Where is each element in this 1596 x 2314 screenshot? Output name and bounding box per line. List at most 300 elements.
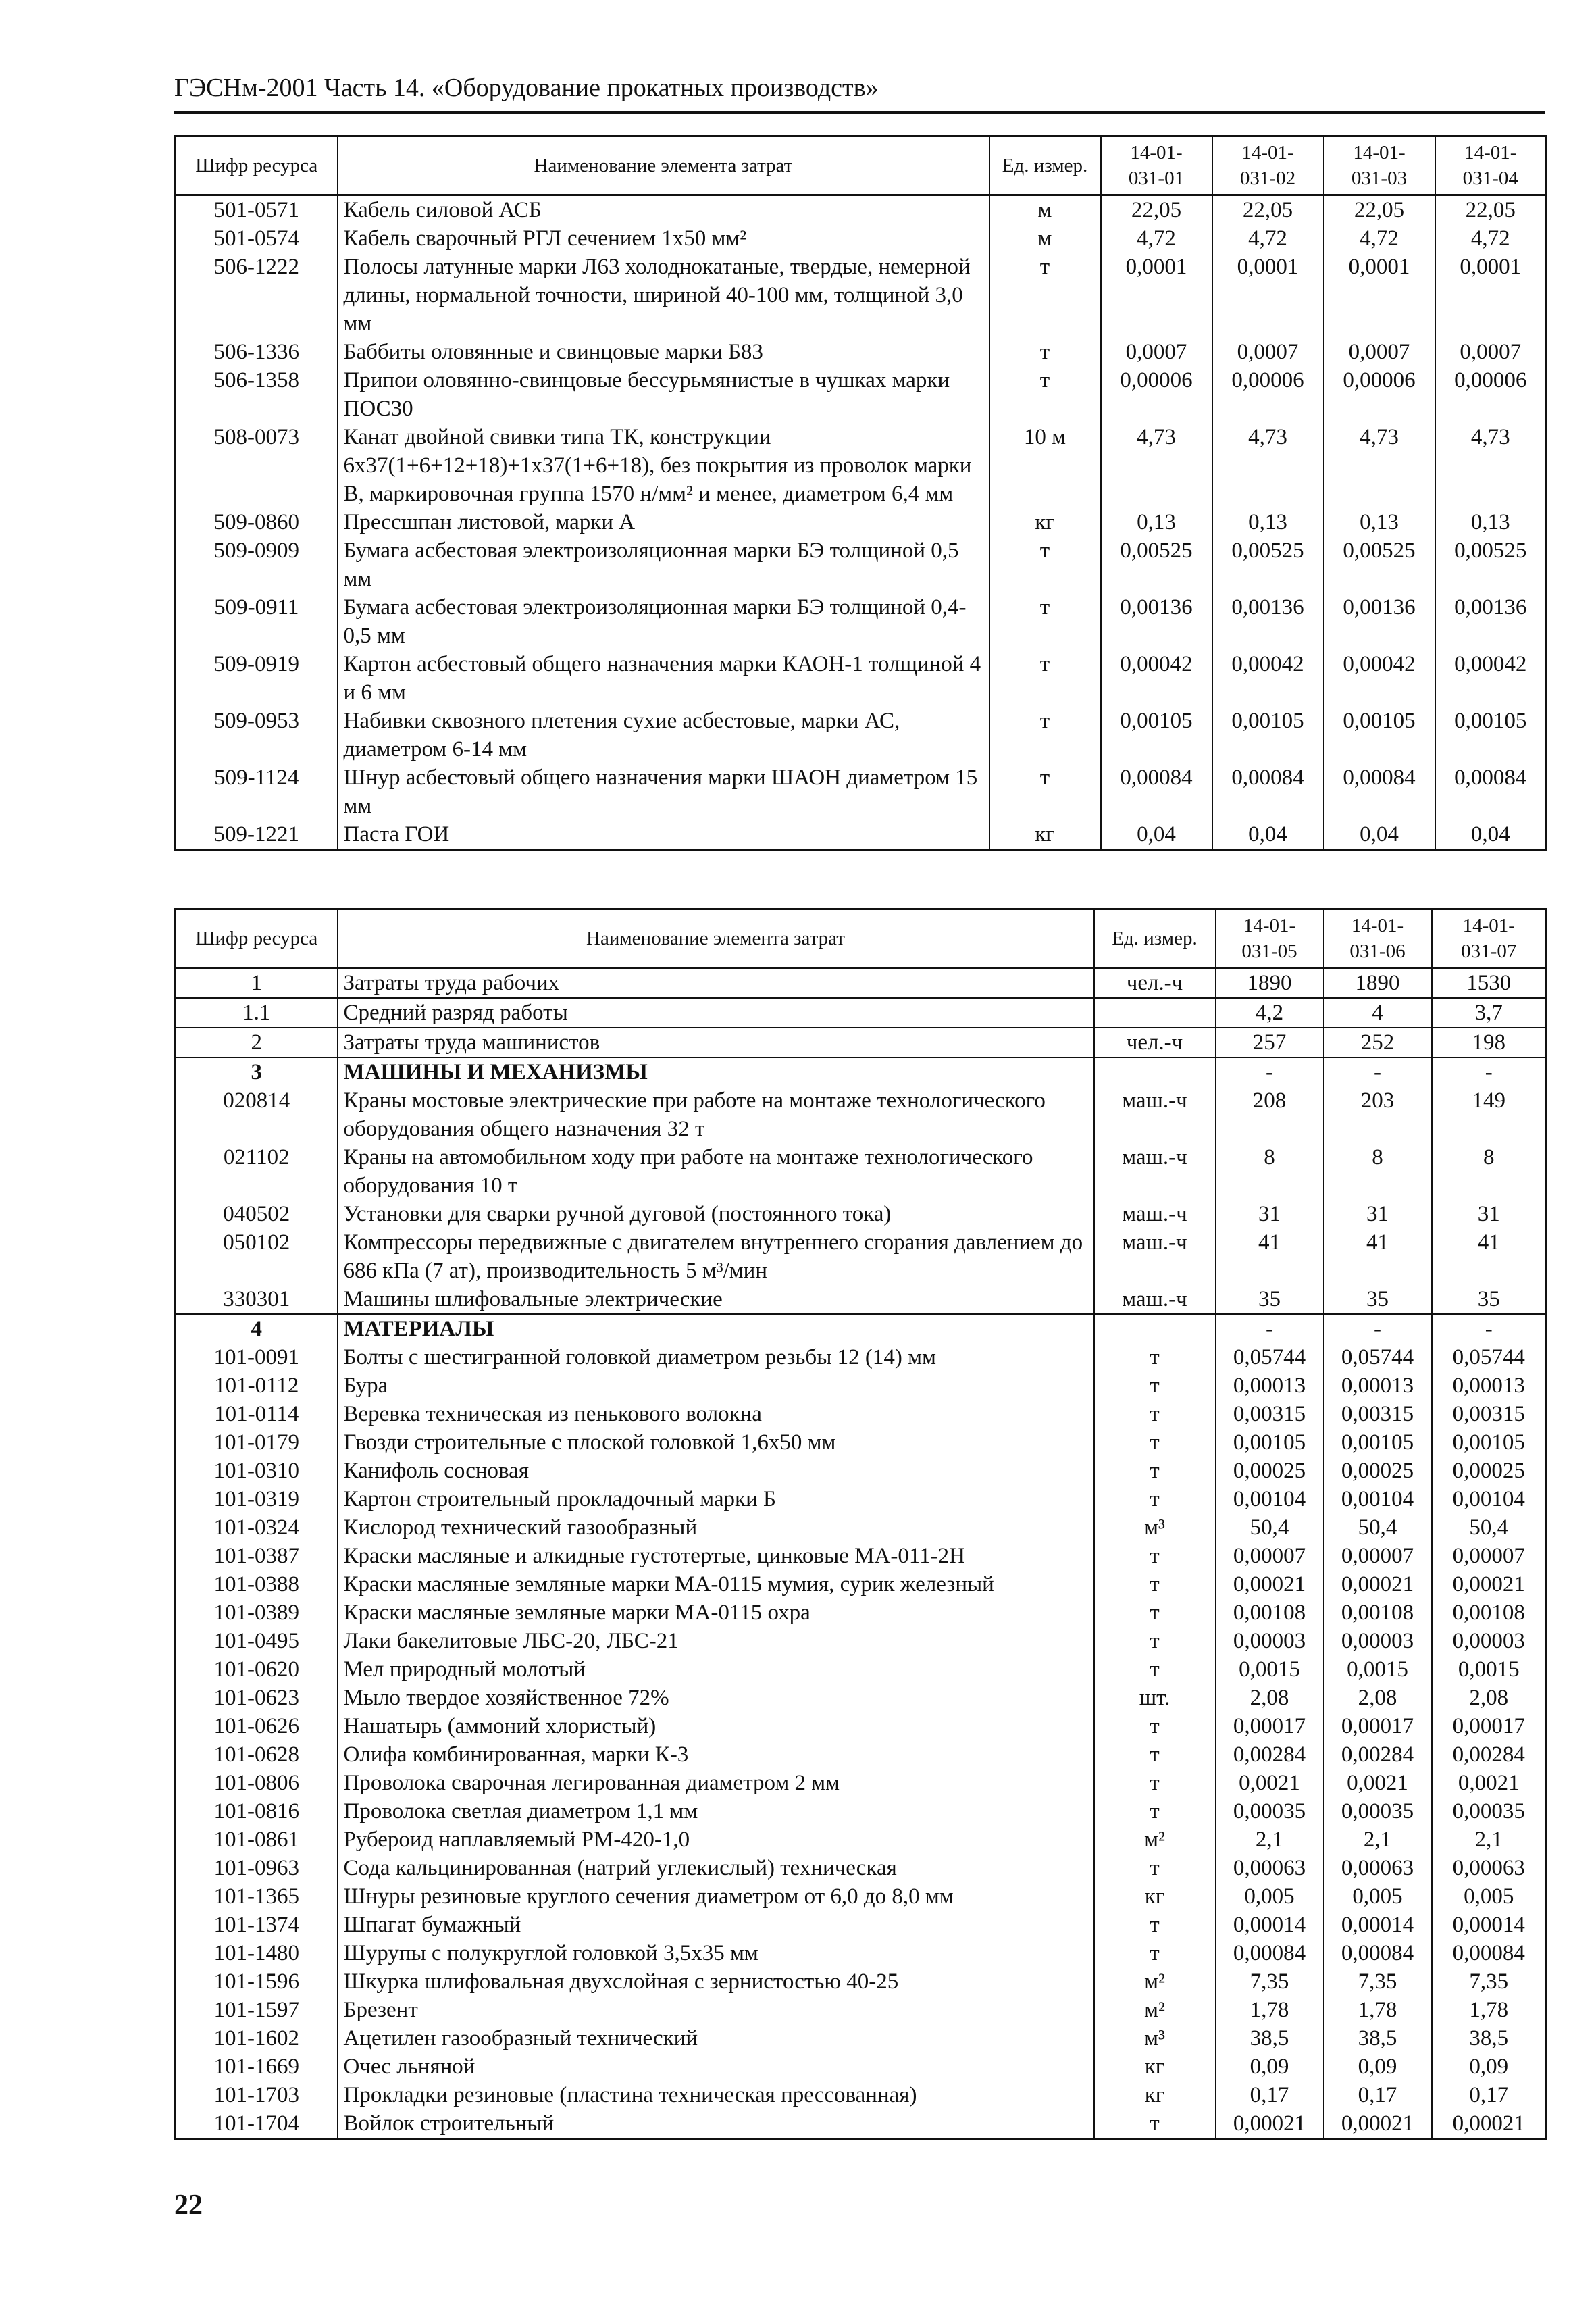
table-row xyxy=(176,1712,1547,1740)
norm-value-cell: 0,0001 xyxy=(1101,253,1212,338)
resource-name-cell: Краски масляные земляные марки МА-0115 мумия, сурик железный xyxy=(338,1570,1094,1599)
resource-name-cell: Ацетилен газообразный технический xyxy=(338,2024,1094,2053)
norm-value-cell: 2,1 xyxy=(1324,1826,1432,1854)
unit-cell: т xyxy=(989,366,1101,423)
norm-value-cell: 0,00035 xyxy=(1324,1797,1432,1826)
unit-cell: т xyxy=(1094,1485,1216,1513)
table-row xyxy=(176,2024,1547,2053)
norm-value-cell: 50,4 xyxy=(1432,1513,1547,1542)
norm-value-cell: 0,00035 xyxy=(1432,1797,1547,1826)
unit-cell: т xyxy=(1094,1343,1216,1372)
norm-value-cell: 0,00525 xyxy=(1435,536,1547,593)
resource-code-cell: 101-0091 xyxy=(176,1343,338,1372)
resource-code-cell: 101-1597 xyxy=(176,1996,338,2024)
column-header-norm-04: 14-01- 031-04 xyxy=(1435,136,1547,195)
norm-value-cell: 50,4 xyxy=(1324,1513,1432,1542)
table-header-row xyxy=(176,136,1547,195)
norm-value-cell: 0,00021 xyxy=(1432,1570,1547,1599)
norm-value-cell: 2,08 xyxy=(1432,1684,1547,1712)
page-number: 22 xyxy=(174,2190,203,2221)
table-row xyxy=(176,1400,1547,1428)
table-row xyxy=(176,1570,1547,1599)
resource-code-cell: 101-1365 xyxy=(176,1882,338,1911)
norm-value-cell: 203 xyxy=(1324,1086,1432,1143)
resource-name-cell: Набивки сквозного плетения сухие асбестовые, марки АС, диаметром 6-14 мм xyxy=(338,707,989,763)
norm-value-cell: 0,00063 xyxy=(1216,1854,1324,1882)
unit-cell: кг xyxy=(1094,1882,1216,1911)
table-row xyxy=(176,1343,1547,1372)
norm-value-cell: 0,00013 xyxy=(1432,1372,1547,1400)
norm-value-cell: 0,17 xyxy=(1216,2081,1324,2109)
unit-cell: кг xyxy=(1094,2053,1216,2081)
norm-value-cell: 0,17 xyxy=(1432,2081,1547,2109)
norm-value-cell: 0,00006 xyxy=(1435,366,1547,423)
norm-value-cell: 0,00136 xyxy=(1324,593,1435,650)
norm-value-cell: 0,0015 xyxy=(1216,1655,1324,1684)
resource-code-cell: 050102 xyxy=(176,1228,338,1285)
column-header-norm-05: 14-01- 031-05 xyxy=(1216,909,1324,968)
norm-value-cell: 0,0015 xyxy=(1432,1655,1547,1684)
norm-value-cell: 4 xyxy=(1324,998,1432,1028)
resource-name-cell: Припои оловянно-свинцовые бессурьмянистые в чушках марки ПОС30 xyxy=(338,366,989,423)
unit-cell: т xyxy=(989,338,1101,366)
norm-value-cell: 0,00105 xyxy=(1101,707,1212,763)
norm-value-cell: 0,00525 xyxy=(1101,536,1212,593)
table-row xyxy=(176,1882,1547,1911)
norm-value-cell: 41 xyxy=(1432,1228,1547,1285)
resource-code-cell: 506-1358 xyxy=(176,366,338,423)
unit-cell: чел.-ч xyxy=(1094,968,1216,999)
norm-value-cell: 0,00315 xyxy=(1432,1400,1547,1428)
table-row xyxy=(176,1457,1547,1485)
norm-value-cell: 41 xyxy=(1216,1228,1324,1285)
resource-code-cell: 101-0963 xyxy=(176,1854,338,1882)
unit-cell: т xyxy=(989,763,1101,820)
norm-value-cell: 0,00105 xyxy=(1435,707,1547,763)
norm-value-cell: 0,00003 xyxy=(1324,1627,1432,1655)
resource-name-cell: Краны на автомобильном ходу при работе на монтаже технологического оборудования 10 т xyxy=(338,1143,1094,1200)
table-row xyxy=(176,1627,1547,1655)
table-row xyxy=(176,1769,1547,1797)
table-row xyxy=(176,1684,1547,1712)
unit-cell: т xyxy=(1094,1400,1216,1428)
unit-cell: кг xyxy=(989,820,1101,850)
unit-cell: т xyxy=(989,593,1101,650)
resource-name-cell: Средний разряд работы xyxy=(338,998,1094,1028)
norm-value-cell: 0,13 xyxy=(1212,508,1324,536)
norm-value-cell: 0,00284 xyxy=(1324,1740,1432,1769)
norm-value-cell: - xyxy=(1432,1314,1547,1343)
norm-value-cell: 0,00021 xyxy=(1324,2109,1432,2139)
resource-code-cell: 509-1124 xyxy=(176,763,338,820)
norm-value-cell: 0,0001 xyxy=(1435,253,1547,338)
resource-code-cell: 101-1704 xyxy=(176,2109,338,2139)
resource-name-cell: Картон строительный прокладочный марки Б xyxy=(338,1485,1094,1513)
unit-cell: кг xyxy=(989,508,1101,536)
resource-code-cell: 101-0626 xyxy=(176,1712,338,1740)
resource-code-cell: 101-0628 xyxy=(176,1740,338,1769)
unit-cell: маш.-ч xyxy=(1094,1086,1216,1143)
norm-value-cell: 0,00284 xyxy=(1432,1740,1547,1769)
column-header-code: Шифр ресурса xyxy=(176,136,338,195)
resource-name-cell: Шпагат бумажный xyxy=(338,1911,1094,1939)
norm-value-cell: 0,00104 xyxy=(1216,1485,1324,1513)
norm-value-cell: 0,04 xyxy=(1101,820,1212,850)
resources-table-1 xyxy=(174,135,1547,851)
norm-value-cell: 0,00021 xyxy=(1324,1570,1432,1599)
norm-value-cell: 0,00084 xyxy=(1216,1939,1324,1967)
unit-cell: т xyxy=(1094,1457,1216,1485)
norm-value-cell: 0,0015 xyxy=(1324,1655,1432,1684)
resource-code-cell: 1 xyxy=(176,968,338,999)
resource-name-cell: Шнуры резиновые круглого сечения диаметром от 6,0 до 8,0 мм xyxy=(338,1882,1094,1911)
unit-cell: т xyxy=(1094,1428,1216,1457)
resource-code-cell: 508-0073 xyxy=(176,423,338,508)
norm-value-cell: 1,78 xyxy=(1432,1996,1547,2024)
table-row xyxy=(176,968,1547,999)
norm-value-cell: 22,05 xyxy=(1324,195,1435,225)
norm-value-cell: 0,00084 xyxy=(1435,763,1547,820)
resource-name-cell: Гвозди строительные с плоской головкой 1,6x50 мм xyxy=(338,1428,1094,1457)
norm-value-cell: 0,00105 xyxy=(1324,1428,1432,1457)
norm-value-cell: 0,00136 xyxy=(1212,593,1324,650)
resource-name-cell: Прокладки резиновые (пластина техническая прессованная) xyxy=(338,2081,1094,2109)
resource-code-cell: 101-1374 xyxy=(176,1911,338,1939)
resource-name-cell: Шнур асбестовый общего назначения марки ШАОН диаметром 15 мм xyxy=(338,763,989,820)
table-row xyxy=(176,1086,1547,1143)
table-row xyxy=(176,338,1547,366)
resource-code-cell: 509-0911 xyxy=(176,593,338,650)
resource-code-cell: 509-0860 xyxy=(176,508,338,536)
table-row xyxy=(176,707,1547,763)
norm-value-cell: 208 xyxy=(1216,1086,1324,1143)
resource-code-cell: 101-0387 xyxy=(176,1542,338,1570)
norm-value-cell: 0,13 xyxy=(1101,508,1212,536)
norm-value-cell: 0,0007 xyxy=(1101,338,1212,366)
unit-cell: т xyxy=(989,650,1101,707)
resource-name-cell: Шурупы с полукруглой головкой 3,5x35 мм xyxy=(338,1939,1094,1967)
norm-value-cell: 0,17 xyxy=(1324,2081,1432,2109)
norm-value-cell: 0,00084 xyxy=(1432,1939,1547,1967)
norm-value-cell: 0,00013 xyxy=(1324,1372,1432,1400)
resource-name-cell: Бура xyxy=(338,1372,1094,1400)
table-row xyxy=(176,1826,1547,1854)
unit-cell: м³ xyxy=(1094,2024,1216,2053)
resource-code-cell: 501-0574 xyxy=(176,224,338,253)
norm-value-cell: 4,2 xyxy=(1216,998,1324,1028)
norm-value-cell: 0,04 xyxy=(1435,820,1547,850)
table-row xyxy=(176,650,1547,707)
norm-value-cell: 0,00525 xyxy=(1324,536,1435,593)
unit-cell: т xyxy=(1094,1599,1216,1627)
norm-value-cell: 0,005 xyxy=(1432,1882,1547,1911)
column-header-norm-02: 14-01- 031-02 xyxy=(1212,136,1324,195)
norm-value-cell: 4,72 xyxy=(1435,224,1547,253)
unit-cell: т xyxy=(1094,1740,1216,1769)
norm-value-cell: 0,00025 xyxy=(1216,1457,1324,1485)
norm-value-cell: 4,73 xyxy=(1212,423,1324,508)
resource-code-cell: 101-0388 xyxy=(176,1570,338,1599)
unit-cell: маш.-ч xyxy=(1094,1228,1216,1285)
norm-value-cell: 0,00042 xyxy=(1212,650,1324,707)
resource-name-cell: Бумага асбестовая электроизоляционная марки БЭ толщиной 0,5 мм xyxy=(338,536,989,593)
table-row xyxy=(176,763,1547,820)
resource-code-cell: 101-1596 xyxy=(176,1967,338,1996)
resource-name-cell: Проволока светлая диаметром 1,1 мм xyxy=(338,1797,1094,1826)
norm-value-cell: 8 xyxy=(1216,1143,1324,1200)
norm-value-cell: 0,00013 xyxy=(1216,1372,1324,1400)
column-header-unit: Ед. измер. xyxy=(989,136,1101,195)
norm-value-cell: 1,78 xyxy=(1324,1996,1432,2024)
resource-name-cell: Очес льняной xyxy=(338,2053,1094,2081)
norm-value-cell: 0,00006 xyxy=(1324,366,1435,423)
resource-code-cell: 101-0114 xyxy=(176,1400,338,1428)
norm-value-cell: 0,00007 xyxy=(1324,1542,1432,1570)
table-row xyxy=(176,1285,1547,1314)
norm-value-cell: 0,00017 xyxy=(1216,1712,1324,1740)
resource-code-cell: 101-0112 xyxy=(176,1372,338,1400)
table-row xyxy=(176,1542,1547,1570)
resource-code-cell: 101-0623 xyxy=(176,1684,338,1712)
unit-cell: т xyxy=(1094,1570,1216,1599)
resource-code-cell: 101-1602 xyxy=(176,2024,338,2053)
norm-value-cell: - xyxy=(1324,1057,1432,1086)
norm-value-cell: 4,73 xyxy=(1324,423,1435,508)
norm-value-cell: 31 xyxy=(1432,1200,1547,1228)
norm-value-cell: 38,5 xyxy=(1216,2024,1324,2053)
unit-cell: т xyxy=(1094,1712,1216,1740)
resource-name-cell: Затраты труда машинистов xyxy=(338,1028,1094,1057)
unit-cell: маш.-ч xyxy=(1094,1285,1216,1314)
norm-value-cell: 1530 xyxy=(1432,968,1547,999)
norm-value-cell: 0,0021 xyxy=(1324,1769,1432,1797)
resource-code-cell: 101-1480 xyxy=(176,1939,338,1967)
unit-cell: маш.-ч xyxy=(1094,1200,1216,1228)
column-header-norm-06: 14-01- 031-06 xyxy=(1324,909,1432,968)
table-row xyxy=(176,1200,1547,1228)
unit-cell: м³ xyxy=(1094,1513,1216,1542)
unit-cell: м² xyxy=(1094,1996,1216,2024)
norm-value-cell: 38,5 xyxy=(1324,2024,1432,2053)
table-row xyxy=(176,224,1547,253)
norm-value-cell: 198 xyxy=(1432,1028,1547,1057)
resource-name-cell: Канат двойной свивки типа ТК, конструкции 6x37(1+6+12+18)+1x37(1+6+18), без покрытия из проволок марки В, маркировочная группа 1570 н/мм² и менее, диаметром 6,4 мм xyxy=(338,423,989,508)
header-rule xyxy=(174,111,1545,114)
table-1-body xyxy=(176,195,1547,850)
resource-code-cell: 101-0389 xyxy=(176,1599,338,1627)
norm-value-cell: 0,13 xyxy=(1324,508,1435,536)
resource-name-cell: Лаки бакелитовые ЛБС-20, ЛБС-21 xyxy=(338,1627,1094,1655)
resource-code-cell: 509-0909 xyxy=(176,536,338,593)
norm-value-cell: 0,00136 xyxy=(1101,593,1212,650)
norm-value-cell: 252 xyxy=(1324,1028,1432,1057)
norm-value-cell: - xyxy=(1432,1057,1547,1086)
unit-cell: шт. xyxy=(1094,1684,1216,1712)
norm-value-cell: 4,72 xyxy=(1212,224,1324,253)
norm-value-cell: 0,00063 xyxy=(1324,1854,1432,1882)
resource-name-cell: Краски масляные земляные марки МА-0115 охра xyxy=(338,1599,1094,1627)
norm-value-cell: 4,73 xyxy=(1101,423,1212,508)
unit-cell: т xyxy=(1094,1911,1216,1939)
resource-code-cell: 509-0919 xyxy=(176,650,338,707)
norm-value-cell: 0,00315 xyxy=(1216,1400,1324,1428)
norm-value-cell: 50,4 xyxy=(1216,1513,1324,1542)
resource-code-cell: 509-1221 xyxy=(176,820,338,850)
resource-name-cell: Картон асбестовый общего назначения марки КАОН-1 толщиной 4 и 6 мм xyxy=(338,650,989,707)
norm-value-cell: 149 xyxy=(1432,1086,1547,1143)
norm-value-cell: 0,09 xyxy=(1324,2053,1432,2081)
resource-name-cell: Затраты труда рабочих xyxy=(338,968,1094,999)
resource-code-cell: 101-1669 xyxy=(176,2053,338,2081)
norm-value-cell: 0,00006 xyxy=(1212,366,1324,423)
table-row xyxy=(176,1797,1547,1826)
norm-value-cell: - xyxy=(1216,1314,1324,1343)
resource-name-cell: Рубероид наплавляемый РМ-420-1,0 xyxy=(338,1826,1094,1854)
resource-name-cell: Проволока сварочная легированная диаметром 2 мм xyxy=(338,1769,1094,1797)
norm-value-cell: 31 xyxy=(1324,1200,1432,1228)
norm-value-cell: 0,04 xyxy=(1324,820,1435,850)
resource-code-cell: 1.1 xyxy=(176,998,338,1028)
norm-value-cell: 3,7 xyxy=(1432,998,1547,1028)
norm-value-cell: 0,00105 xyxy=(1216,1428,1324,1457)
resource-code-cell: 101-0806 xyxy=(176,1769,338,1797)
norm-value-cell: 0,00105 xyxy=(1432,1428,1547,1457)
table-row xyxy=(176,366,1547,423)
norm-value-cell: 7,35 xyxy=(1216,1967,1324,1996)
resource-name-cell: Краски масляные и алкидные густотертые, цинковые МА-011-2Н xyxy=(338,1542,1094,1570)
norm-value-cell: 41 xyxy=(1324,1228,1432,1285)
resource-name-cell: Бумага асбестовая электроизоляционная марки БЭ толщиной 0,4-0,5 мм xyxy=(338,593,989,650)
norm-value-cell: 0,00042 xyxy=(1324,650,1435,707)
resource-name-cell: Кабель сварочный РГЛ сечением 1x50 мм² xyxy=(338,224,989,253)
table-row xyxy=(176,253,1547,338)
unit-cell: т xyxy=(1094,1372,1216,1400)
resource-code-cell: 501-0571 xyxy=(176,195,338,225)
resource-name-cell: МАШИНЫ И МЕХАНИЗМЫ xyxy=(338,1057,1094,1086)
unit-cell: м xyxy=(989,224,1101,253)
norm-value-cell: 0,00007 xyxy=(1216,1542,1324,1570)
resource-code-cell: 2 xyxy=(176,1028,338,1057)
table-row xyxy=(176,1485,1547,1513)
unit-cell: т xyxy=(1094,1542,1216,1570)
unit-cell: т xyxy=(1094,2109,1216,2139)
norm-value-cell: 8 xyxy=(1324,1143,1432,1200)
resource-name-cell: Олифа комбинированная, марки К-3 xyxy=(338,1740,1094,1769)
table-header-row xyxy=(176,909,1547,968)
norm-value-cell: 0,0007 xyxy=(1212,338,1324,366)
norm-value-cell: 1890 xyxy=(1324,968,1432,999)
unit-cell: м² xyxy=(1094,1826,1216,1854)
norm-value-cell: 0,09 xyxy=(1432,2053,1547,2081)
resource-name-cell: МАТЕРИАЛЫ xyxy=(338,1314,1094,1343)
norm-value-cell: 0,00108 xyxy=(1216,1599,1324,1627)
unit-cell: т xyxy=(1094,1655,1216,1684)
norm-value-cell: 0,00021 xyxy=(1432,2109,1547,2139)
table-row xyxy=(176,1911,1547,1939)
resource-code-cell: 330301 xyxy=(176,1285,338,1314)
norm-value-cell: 0,00063 xyxy=(1432,1854,1547,1882)
table-row xyxy=(176,1372,1547,1400)
norm-value-cell: 0,00104 xyxy=(1432,1485,1547,1513)
norm-value-cell: 1890 xyxy=(1216,968,1324,999)
table-row xyxy=(176,1599,1547,1627)
norm-value-cell: 0,00017 xyxy=(1432,1712,1547,1740)
unit-cell: т xyxy=(1094,1939,1216,1967)
norm-value-cell: 2,1 xyxy=(1216,1826,1324,1854)
norm-value-cell: 257 xyxy=(1216,1028,1324,1057)
table-row xyxy=(176,1143,1547,1200)
unit-cell: кг xyxy=(1094,2081,1216,2109)
norm-value-cell: 1,78 xyxy=(1216,1996,1324,2024)
resource-name-cell: Веревка техническая из пенькового волокна xyxy=(338,1400,1094,1428)
resource-code-cell: 101-0620 xyxy=(176,1655,338,1684)
resources-table-2 xyxy=(174,908,1547,2140)
norm-value-cell: 0,00284 xyxy=(1216,1740,1324,1769)
norm-value-cell: 4,73 xyxy=(1435,423,1547,508)
norm-value-cell: 0,005 xyxy=(1216,1882,1324,1911)
norm-value-cell: 38,5 xyxy=(1432,2024,1547,2053)
resource-name-cell: Прессшпан листовой, марки А xyxy=(338,508,989,536)
unit-cell: т xyxy=(989,253,1101,338)
norm-value-cell: 0,00025 xyxy=(1432,1457,1547,1485)
resource-code-cell: 506-1222 xyxy=(176,253,338,338)
resource-name-cell: Мыло твердое хозяйственное 72% xyxy=(338,1684,1094,1712)
column-header-norm-03: 14-01- 031-03 xyxy=(1324,136,1435,195)
column-header-name: Наименование элемента затрат xyxy=(338,136,989,195)
norm-value-cell: 0,0001 xyxy=(1324,253,1435,338)
unit-cell: т xyxy=(1094,1627,1216,1655)
norm-value-cell: - xyxy=(1216,1057,1324,1086)
norm-value-cell: 0,0007 xyxy=(1324,338,1435,366)
column-header-norm-01: 14-01- 031-01 xyxy=(1101,136,1212,195)
table-row xyxy=(176,1967,1547,1996)
norm-value-cell: 0,13 xyxy=(1435,508,1547,536)
norm-value-cell: 0,0007 xyxy=(1435,338,1547,366)
table-row xyxy=(176,1428,1547,1457)
resource-name-cell: Болты с шестигранной головкой диаметром резьбы 12 (14) мм xyxy=(338,1343,1094,1372)
resource-code-cell: 021102 xyxy=(176,1143,338,1200)
norm-value-cell: 0,00025 xyxy=(1324,1457,1432,1485)
norm-value-cell: 35 xyxy=(1432,1285,1547,1314)
norm-value-cell: 2,08 xyxy=(1324,1684,1432,1712)
resource-name-cell: Нашатырь (аммоний хлористый) xyxy=(338,1712,1094,1740)
table-row xyxy=(176,423,1547,508)
norm-value-cell: 0,00014 xyxy=(1324,1911,1432,1939)
norm-value-cell: 35 xyxy=(1324,1285,1432,1314)
resource-name-cell: Паста ГОИ xyxy=(338,820,989,850)
resource-name-cell: Кислород технический газообразный xyxy=(338,1513,1094,1542)
unit-cell xyxy=(1094,1057,1216,1086)
resource-name-cell: Баббиты оловянные и свинцовые марки Б83 xyxy=(338,338,989,366)
resource-name-cell: Кабель силовой АСБ xyxy=(338,195,989,225)
table-row xyxy=(176,1740,1547,1769)
norm-value-cell: 0,00003 xyxy=(1432,1627,1547,1655)
unit-cell xyxy=(1094,998,1216,1028)
resource-code-cell: 020814 xyxy=(176,1086,338,1143)
resource-code-cell: 101-0319 xyxy=(176,1485,338,1513)
unit-cell: маш.-ч xyxy=(1094,1143,1216,1200)
table-row xyxy=(176,1655,1547,1684)
norm-value-cell: 0,00104 xyxy=(1324,1485,1432,1513)
table-row xyxy=(176,593,1547,650)
norm-value-cell: 0,00525 xyxy=(1212,536,1324,593)
column-header-name: Наименование элемента затрат xyxy=(338,909,1094,968)
resource-name-cell: Войлок строительный xyxy=(338,2109,1094,2139)
column-header-code: Шифр ресурса xyxy=(176,909,338,968)
norm-value-cell: 2,08 xyxy=(1216,1684,1324,1712)
resource-code-cell: 101-0861 xyxy=(176,1826,338,1854)
unit-cell xyxy=(1094,1314,1216,1343)
